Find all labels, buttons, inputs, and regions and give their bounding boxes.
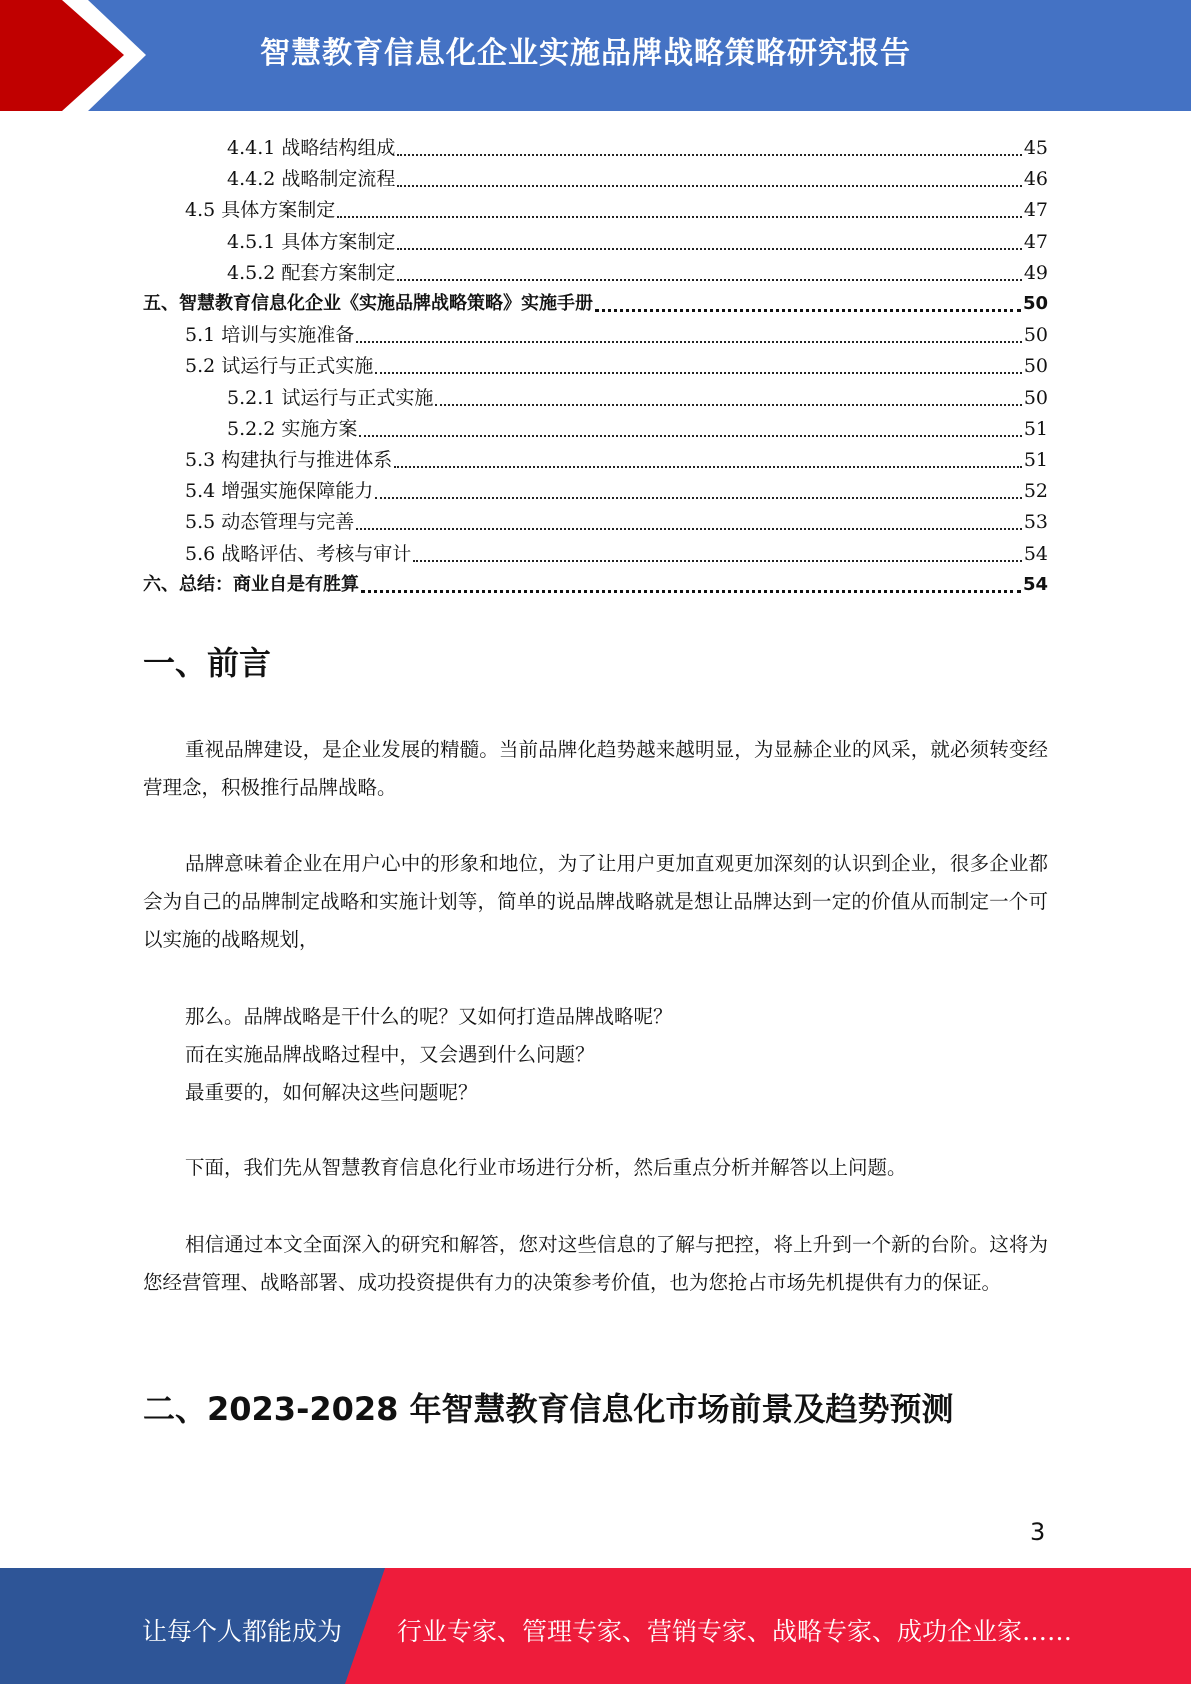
toc-entry-page: 47 [1023,199,1048,222]
toc-leader-dots [356,528,1022,530]
header-arrow-icon [0,0,160,111]
question-line: 而在实施品牌战略过程中，又会遇到什么问题？ [185,1043,595,1066]
toc-entry-label: 4.5.1 具体方案制定 [227,230,396,253]
page-footer [0,1568,1191,1684]
toc-entry-label: 5.2 试运行与正式实施 [185,355,374,378]
footer-slogan-left: 让每个人都能成为 [142,1617,343,1646]
toc-entry-label: 4.5.2 配套方案制定 [227,261,396,284]
paragraph: 重视品牌建设，是企业发展的精髓。当前品牌化趋势越来越明显，为显赫企业的风采，就必须转变经营理念，积极推行品牌战略。 [143,738,1048,799]
toc-entry-page: 54 [1022,573,1048,595]
toc-entry[interactable] [185,315,1048,346]
toc-entry[interactable] [227,128,1048,159]
toc-entry-page: 50 [1022,293,1048,314]
toc-entry-page: 50 [1023,386,1048,409]
toc-entry-label: 5.1 培训与实施准备 [185,324,355,347]
toc-entry-label: 5.2.2 实施方案 [227,417,358,440]
toc-entry-label: 4.4.1 战略结构组成 [227,137,396,159]
toc-leader-dots [356,341,1022,343]
toc-entry[interactable] [185,502,1048,533]
toc-entry-label: 5.3 构建执行与推进体系 [185,449,393,471]
toc-entry[interactable] [227,409,1048,440]
toc-entry-label: 5.6 战略评估、考核与审计 [185,542,412,565]
footer-slogan-right: 行业专家、管理专家、营销专家、战略专家、成功企业家…… [397,1617,1073,1646]
paragraph: 品牌意味着企业在用户心中的形象和地位，为了让用户更加直观更加深刻的认识到企业，很多企业都会为自己的品牌制定战略和实施计划等，简单的说品牌战略就是想让品牌达到一定的价值从而制定一个可以实施的战略规划， [143,852,1048,951]
toc-entry-page: 49 [1023,261,1048,284]
toc-entry-label: 5.5 动态管理与完善 [185,511,355,534]
toc-leader-dots [397,279,1021,281]
toc-leader-dots [337,216,1022,218]
toc-entry-label: 六、总结：商业自是有胜算 [143,573,359,595]
toc-entry[interactable] [227,159,1048,190]
toc-entry-label: 4.5 具体方案制定 [185,199,336,222]
toc-entry-page: 46 [1023,168,1048,191]
toc-leader-dots [375,497,1022,499]
toc-entry[interactable] [185,190,1048,221]
toc-entry-label: 5.2.1 试运行与正式实施 [227,386,434,409]
toc-entry[interactable] [227,378,1048,409]
toc-entry[interactable] [227,253,1048,284]
toc-entry-page: 47 [1023,230,1048,253]
section-heading-preface: 一、前言 [143,644,272,682]
toc-entry[interactable] [227,222,1048,253]
toc-leader-dots [413,560,1022,562]
toc-entry-page: 52 [1023,480,1048,503]
toc-leader-dots [397,248,1021,250]
paragraph: 相信通过本文全面深入的研究和解答，您对这些信息的了解与把控，将上升到一个新的台阶。这将为您经营管理、战略部署、成功投资提供有力的决策参考价值，也为您抢占市场先机提供有力的保证。 [143,1233,1048,1294]
toc-entry[interactable] [185,471,1048,502]
paragraph: 下面，我们先从智慧教育信息化行业市场进行分析，然后重点分析并解答以上问题。 [185,1156,907,1179]
question-line: 那么。品牌战略是干什么的呢？又如何打造品牌战略呢？ [185,1005,673,1028]
question-line: 最重要的，如何解决这些问题呢？ [185,1081,478,1104]
toc-entry[interactable] [185,346,1048,377]
toc-leader-dots [361,590,1021,593]
toc-leader-dots [397,154,1021,156]
toc-entry-label: 4.4.2 战略制定流程 [227,168,396,191]
toc-entry[interactable] [185,534,1048,565]
toc-entry-label: 五、智慧教育信息化企业《实施品牌战略策略》实施手册 [143,293,593,314]
page-header [0,0,1191,111]
toc-entry[interactable] [143,284,1048,315]
toc-leader-dots [375,372,1022,374]
toc-leader-dots [435,404,1021,406]
toc-entry[interactable] [185,440,1048,471]
toc-leader-dots [595,309,1021,312]
toc-entry-page: 50 [1023,324,1048,347]
section-heading-market: 二、2023-2028 年智慧教育信息化市场前景及趋势预测 [143,1390,954,1428]
toc-leader-dots [359,435,1021,437]
header-title: 智慧教育信息化企业实施品牌战略策略研究报告 [260,36,911,71]
toc-entry[interactable] [143,565,1048,596]
toc-leader-dots [397,185,1021,187]
toc-entry-page: 54 [1023,542,1048,565]
toc-entry-page: 51 [1023,449,1048,471]
page-number: 3 [1030,1518,1046,1546]
toc-entry-page: 53 [1023,511,1048,534]
toc-leader-dots [394,466,1022,468]
toc-entry-label: 5.4 增强实施保障能力 [185,480,374,503]
toc-entry-page: 51 [1023,417,1048,440]
toc-entry-page: 50 [1023,355,1048,378]
toc-entry-page: 45 [1023,137,1048,159]
